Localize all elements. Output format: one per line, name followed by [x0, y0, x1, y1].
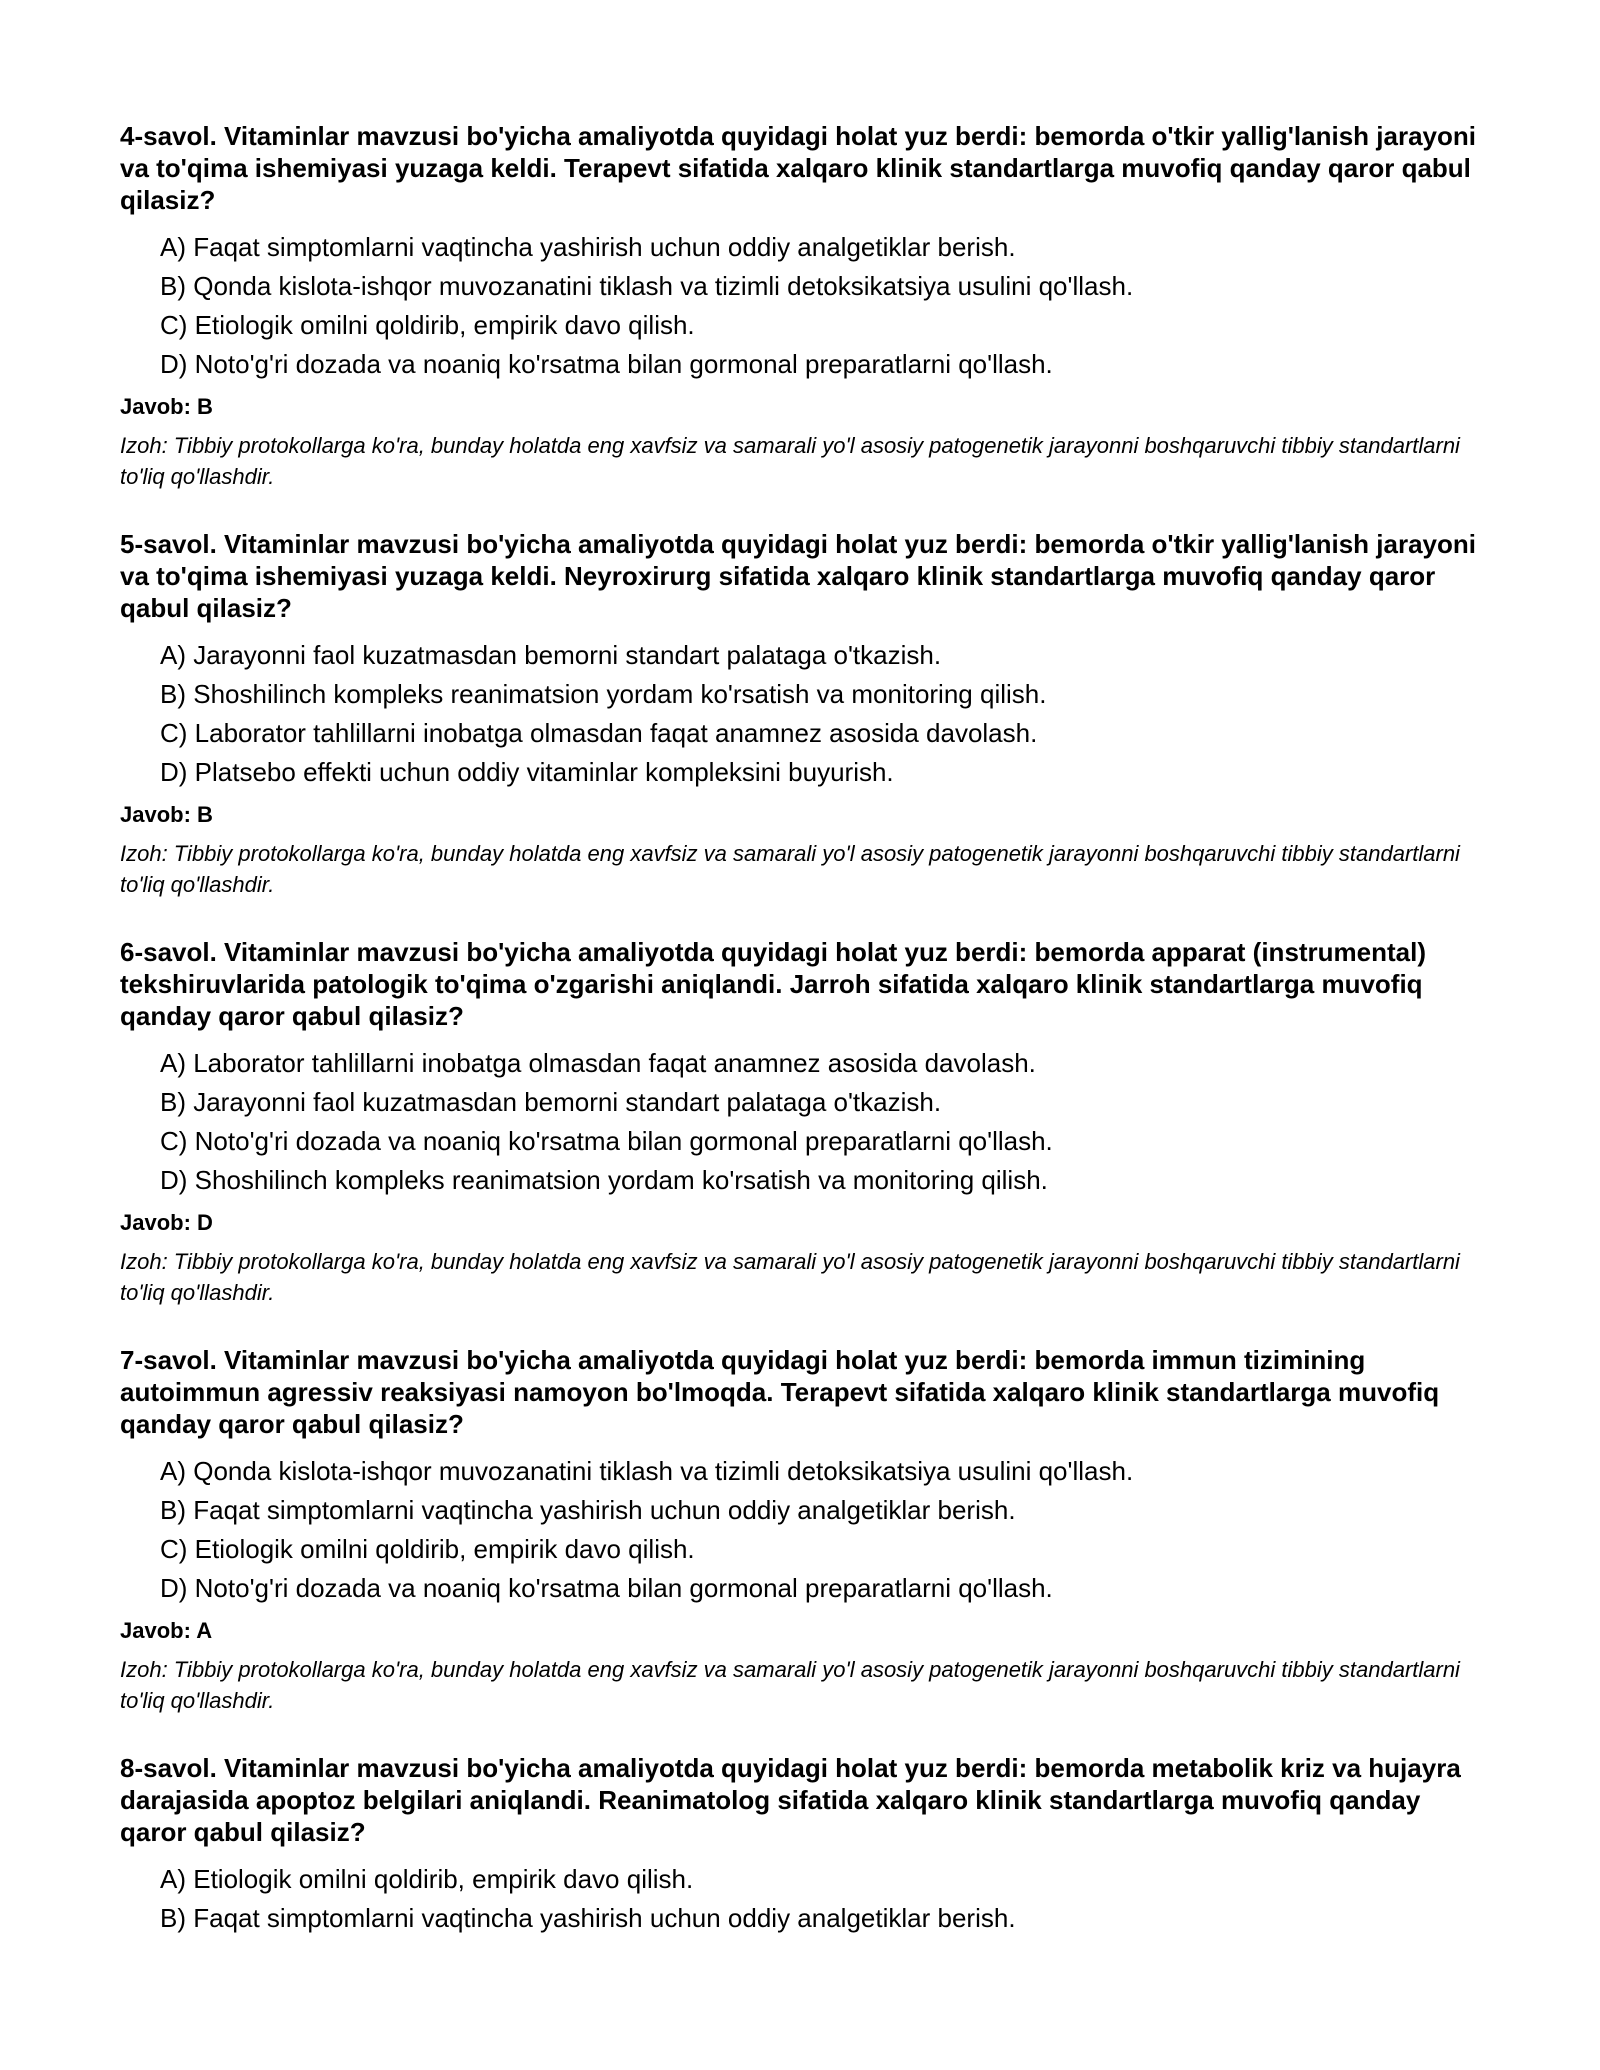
question-title: 7-savol. Vitaminlar mavzusi bo'yicha amaliyotda quyidagi holat yuz berdi: bemorda immun tizimining autoimmun agressiv reaksiyasi namoyon bo'lmoqda. Terapevt sifatida xalqaro klinik standartlarga muvofiq qanday qaror qabul qilasiz?: [120, 1345, 1440, 1439]
option-b: B) Faqat simptomlarni vaqtincha yashirish uchun oddiy analgetiklar berish.: [160, 1495, 1016, 1525]
option-a: A) Etiologik omilni qoldirib, empirik davo qilish.: [160, 1864, 694, 1894]
question-title: 8-savol. Vitaminlar mavzusi bo'yicha amaliyotda quyidagi holat yuz berdi: bemorda metabolik kriz va hujayra darajasida apoptoz belgilari aniqlandi. Reanimatolog sifatida xalqaro klinik standartlarga muvofiq qanday qaror qabul qilasiz?: [120, 1753, 1461, 1847]
option-a: A) Jarayonni faol kuzatmasdan bemorni standart palataga o'tkazish.: [160, 640, 942, 670]
option-list: [120, 1452, 1480, 1608]
option-list: [120, 1044, 1480, 1200]
option-c: C) Etiologik omilni qoldirib, empirik davo qilish.: [160, 1534, 695, 1564]
option-c: C) Etiologik omilni qoldirib, empirik davo qilish.: [160, 310, 695, 340]
question-6: [120, 936, 1480, 1308]
explanation-note: Izoh: Tibbiy protokollarga ko'ra, bunday holatda eng xavfsiz va samarali yo'l asosiy patogenetik jarayonni boshqaruvchi tibbiy standartlarni to'liq qo'llashdir.: [120, 1657, 1460, 1713]
explanation-note: Izoh: Tibbiy protokollarga ko'ra, bunday holatda eng xavfsiz va samarali yo'l asosiy patogenetik jarayonni boshqaruvchi tibbiy standartlarni to'liq qo'llashdir.: [120, 1249, 1460, 1305]
answer-label: Javob: A: [120, 1618, 213, 1643]
question-8: [120, 1752, 1480, 1938]
explanation-note: Izoh: Tibbiy protokollarga ko'ra, bunday holatda eng xavfsiz va samarali yo'l asosiy patogenetik jarayonni boshqaruvchi tibbiy standartlarni to'liq qo'llashdir.: [120, 433, 1460, 489]
option-b: B) Faqat simptomlarni vaqtincha yashirish uchun oddiy analgetiklar berish.: [160, 1903, 1016, 1933]
option-a: A) Faqat simptomlarni vaqtincha yashirish uchun oddiy analgetiklar berish.: [160, 232, 1016, 262]
option-list: [120, 1860, 1480, 1938]
question-7: [120, 1344, 1480, 1716]
option-b: B) Qonda kislota-ishqor muvozanatini tiklash va tizimli detoksikatsiya usulini qo'llash.: [160, 271, 1134, 301]
document-page: [120, 120, 1480, 1938]
option-a: A) Qonda kislota-ishqor muvozanatini tiklash va tizimli detoksikatsiya usulini qo'llash.: [160, 1456, 1134, 1486]
question-title: 6-savol. Vitaminlar mavzusi bo'yicha amaliyotda quyidagi holat yuz berdi: bemorda apparat (instrumental) tekshiruvlarida patologik to'qima o'zgarishi aniqlandi. Jarroh sifatida xalqaro klinik standartlarga muvofiq qanday qaror qabul qilasiz?: [120, 937, 1427, 1031]
option-c: C) Noto'g'ri dozada va noaniq ko'rsatma bilan gormonal preparatlarni qo'llash.: [160, 1126, 1053, 1156]
option-list: [120, 228, 1480, 384]
answer-label: Javob: B: [120, 394, 213, 419]
option-d: D) Platsebo effekti uchun oddiy vitaminlar kompleksini buyurish.: [160, 757, 894, 787]
answer-label: Javob: B: [120, 802, 213, 827]
option-d: D) Noto'g'ri dozada va noaniq ko'rsatma bilan gormonal preparatlarni qo'llash.: [160, 1573, 1053, 1603]
option-b: B) Shoshilinch kompleks reanimatsion yordam ko'rsatish va monitoring qilish.: [160, 679, 1047, 709]
option-a: A) Laborator tahlillarni inobatga olmasdan faqat anamnez asosida davolash.: [160, 1048, 1036, 1078]
option-d: D) Noto'g'ri dozada va noaniq ko'rsatma bilan gormonal preparatlarni qo'llash.: [160, 349, 1053, 379]
question-title: 5-savol. Vitaminlar mavzusi bo'yicha amaliyotda quyidagi holat yuz berdi: bemorda o'tkir yallig'lanish jarayoni va to'qima ishemiyasi yuzaga keldi. Neyroxirurg sifatida xalqaro klinik standartlarga muvofiq qanday qaror qabul qilasiz?: [120, 529, 1476, 623]
option-d: D) Shoshilinch kompleks reanimatsion yordam ko'rsatish va monitoring qilish.: [160, 1165, 1048, 1195]
option-list: [120, 636, 1480, 792]
option-c: C) Laborator tahlillarni inobatga olmasdan faqat anamnez asosida davolash.: [160, 718, 1038, 748]
question-5: [120, 528, 1480, 900]
question-title: 4-savol. Vitaminlar mavzusi bo'yicha amaliyotda quyidagi holat yuz berdi: bemorda o'tkir yallig'lanish jarayoni va to'qima ishemiyasi yuzaga keldi. Terapevt sifatida xalqaro klinik standartlarga muvofiq qanday qaror qabul qilasiz?: [120, 121, 1476, 215]
explanation-note: Izoh: Tibbiy protokollarga ko'ra, bunday holatda eng xavfsiz va samarali yo'l asosiy patogenetik jarayonni boshqaruvchi tibbiy standartlarni to'liq qo'llashdir.: [120, 841, 1460, 897]
answer-label: Javob: D: [120, 1210, 213, 1235]
option-b: B) Jarayonni faol kuzatmasdan bemorni standart palataga o'tkazish.: [160, 1087, 942, 1117]
question-4: [120, 120, 1480, 492]
